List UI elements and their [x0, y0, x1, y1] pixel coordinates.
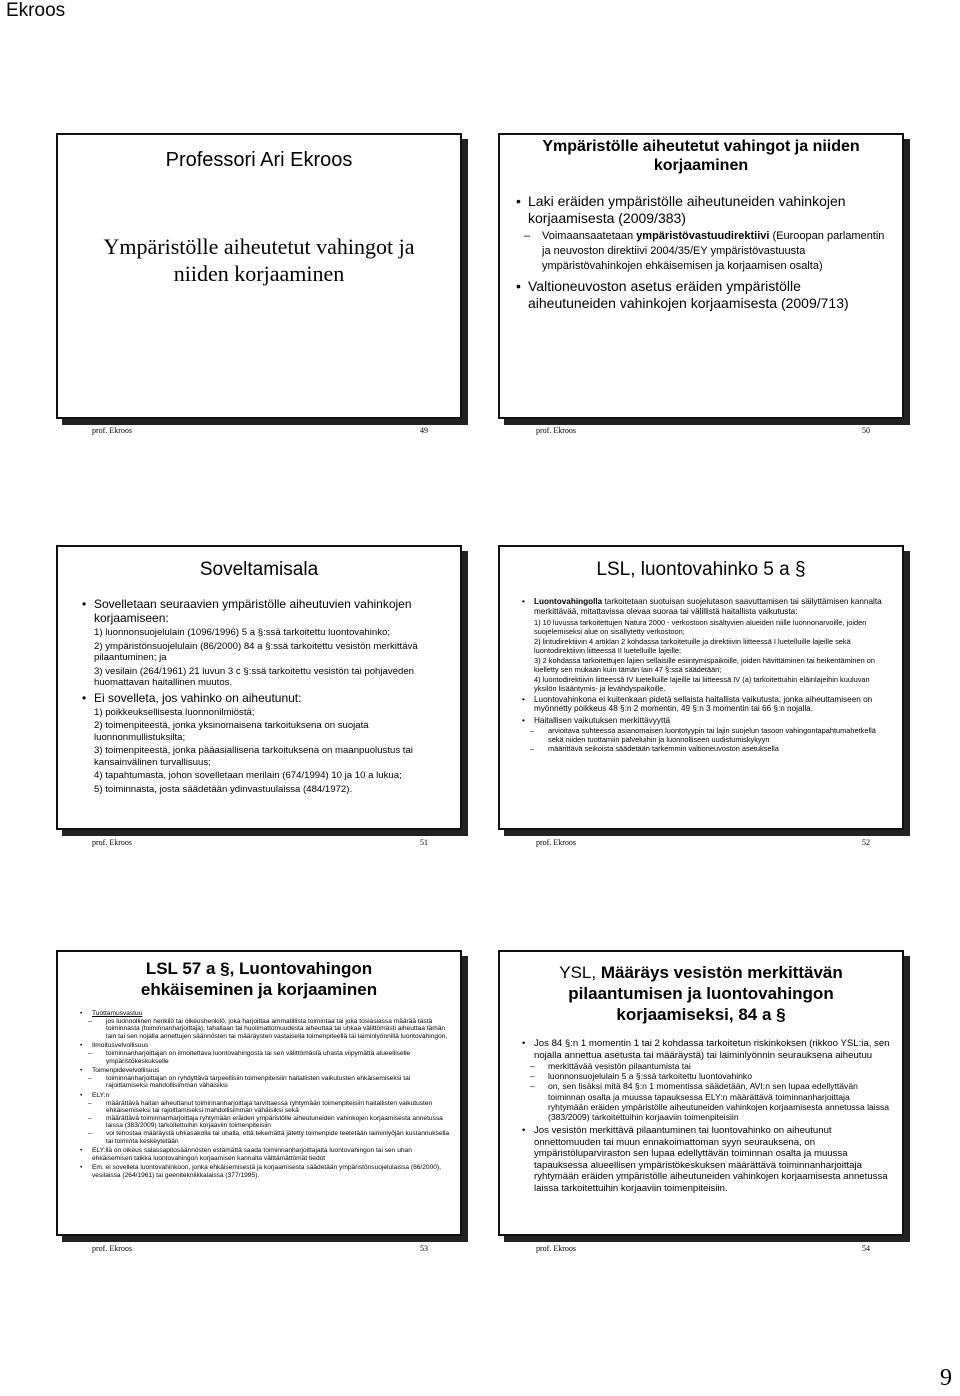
slide-51-item: 2) toimenpiteestä, jonka yksinomaisena tarkoituksena on suojata luonnonmullistuksilta; — [94, 720, 369, 743]
slide-51-item: 5) toiminnasta, josta säädetään ydinvastuulaissa (484/1972). — [94, 783, 353, 795]
slide-54-number: 54 — [862, 1244, 870, 1253]
slide-53-bullet: • ELY:llä on oikeus salassapitosäännösten estämättä saada toiminnanharjoittajalta luontovahingon tai sen uhan ehkäisemisen taikka luontovahingon korjaamisen kannalta välttämättömät tiedot — [80, 1147, 450, 1162]
slide-53-heading: • Toimenpidevelvollisuus — [80, 1067, 450, 1075]
slide-49 — [56, 133, 462, 419]
slide-51 — [56, 545, 462, 830]
slide-49-number: 49 — [420, 426, 428, 435]
slide-52-bullet: • Luontovahingolla tarkoitetaan suotuisan suojelutason saavuttamisen tai säilyttämisen kannalta merkittävää, mitattavissa olevaa suoraa tai välillistä haitallista vaikutusta: — [522, 597, 890, 617]
slide-53-sub: – määrättävä toiminnanharjoittaja ryhtymään eräiden ympäristölle aiheutuneiden vahinkojen korjaamisesta annetussa laissa (383/2009) tarkoitettuihin korjaaviin toimenpiteisiin — [80, 1115, 450, 1130]
slide-52-bullet: • Luontovahinkona ei kuitenkaan pidetä sellaista haitallista vaikutusta, jonka aiheuttamiseen on myönnetty poikkeus 48 §:n 2 momentin, 49 §:n 3 momentin tai 66 §:n nojalla. — [522, 695, 890, 715]
page-number: 9 — [940, 1365, 952, 1391]
slide-52-sub: 3) 2 kohdassa tarkoitettujen lajien sellaisille esiintymispaikoille, joiden hävittäminen tai heikentäminen on kielletty sen mukaan kuin tämän lain 47 §:ssä säädetään; — [534, 655, 875, 674]
slide-49-name: Professori Ari Ekroos — [165, 149, 353, 171]
slide-49-title: Ympäristölle aiheutetut vahingot ja niiden korjaaminen — [103, 234, 415, 286]
slide-53-sub: – voi tehostaa määräystä uhkasakolla tai uhalla, että tekemättä jätetty toimenpide teetetään laiminlyöjän kustannuksella tai toiminta keskeytetään — [80, 1130, 450, 1145]
slide-52-dash: – arvioitava suhteessa asianomaisen luontotyypin tai lajin suojelun tasoon vahingontapahtumahetkellä sekä niiden tuottamiin palveluihin ja luonnolliseen uudistumiskykyyn — [522, 726, 890, 744]
slide-54-sub: – merkittävää vesistön pilaantumista tai — [522, 1061, 890, 1071]
slide-52-sub: 4) luontodirektiivin liitteessä IV luetelluille lajeille tai liitteessä IV (a) tarkoitettuihin eläinlajeihin kuuluvan yksilön lisääntymis- ja levähdyspaikoille. — [534, 674, 870, 693]
slide-51-title: Soveltamisala — [199, 559, 319, 580]
slide-53-bullet: • Em. ei sovelleta luontovahinkoon, jonka ehkäisemisestä ja korjaamisesta säädetään ympäristönsuojelulaissa (86/2000), vesilaissa (264/1961) tai geenitekniikkalaissa (377/1995). — [80, 1164, 450, 1179]
slide-53-heading: • Tuottamusvastuu — [80, 1010, 450, 1018]
slide-53-heading: • ELY:n — [80, 1092, 450, 1100]
slide-52-number: 52 — [862, 838, 870, 847]
page-header: Ekroos — [6, 0, 66, 21]
slide-52-sub: 1) 10 luvussa tarkoitettujen Natura 2000 - verkostoon sisältyvien alueiden niille luonnonarvoille, joiden suojelemiseksi alue on sisällytetty verkostoon; — [534, 617, 867, 636]
slide-49-footer: prof. Ekroos — [92, 426, 132, 435]
slide-54-bullet: • Jos 84 §:n 1 momentin 1 tai 2 kohdassa tarkoitetun riskinkoksen (rikkoo YSL:ia, sen nojalla annettua asetusta tai määräystä) tai laiminlyönnin seurauksena aiheutuu — [522, 1038, 890, 1061]
slide-52-title: LSL, luontovahinko 5 a § — [596, 559, 806, 580]
slide-52-subs — [522, 618, 890, 693]
slide-54-sub: – on, sen lisäksi mitä 84 §:n 1 momentissa säädetään, AVI:n sen lupaa edellyttävän toiminnan osalta ja muussa tapauksessa ELY:n määrättävä toiminnanharjoittaja ryhtymään eräiden ympäristölle aiheutuneiden vahinkojen korjaamisesta annetussa laissa (383/2009) tarkoitettuihin korjaaviin toimenpiteisiin — [522, 1081, 890, 1122]
slide-54-title: YSL, Määräys vesistön merkittävän pilaantumisen ja luontovahingon korjaamiseksi, 84 a § — [559, 963, 843, 1024]
slide-51-item: 4) tapahtumasta, johon sovelletaan merilain (674/1994) 10 ja 10 a lukua; — [94, 770, 402, 781]
slide-51-items — [82, 627, 452, 689]
slide-53-heading: • Ilmoitusvelvollisuus — [80, 1042, 450, 1050]
slide-50 — [498, 133, 904, 419]
slide-51-number: 51 — [420, 838, 428, 847]
slide-54 — [498, 950, 904, 1236]
slide-53-title: LSL 57 a §, Luontovahingon ehkäiseminen ja korjaaminen — [140, 959, 378, 999]
slide-53 — [56, 950, 462, 1236]
slide-51-item: 3) toimenpiteestä, jonka pääasiallisena tarkoituksena on maanpuolustus tai kansainvälinen turvallisuus; — [94, 745, 413, 768]
slide-51-items — [82, 707, 452, 796]
slide-51-bullet: • Sovelletaan seuraavien ympäristölle aiheutuvien vahinkojen korjaamiseen: — [82, 597, 452, 625]
slide-50-bullet: • Valtioneuvoston asetus eräiden ympäristölle aiheutuneiden vahinkojen korjaamisesta (2009/713) — [516, 278, 892, 312]
slide-50-bullet: • Laki eräiden ympäristölle aiheutuneiden vahinkojen korjaamisesta (2009/383) — [516, 193, 892, 227]
slide-53-sub: – määrättävä haitan aiheuttanut toiminnanharjoittaja tarvittaessa ryhtymään toimenpiteisiin haitallisten vaikutusten ehkäisemiseksi tai rajoittamiseksi mahdollisimman vähäisiksi sekä — [80, 1100, 450, 1115]
slide-51-item: 2) ympäristönsuojelulain (86/2000) 84 a §:ssä tarkoitettu vesistön merkittävä pilaantuminen; ja — [94, 640, 418, 663]
slide-54-sub: – luonnonsuojelulain 5 a §:ssä tarkoitettu luontovahinko — [522, 1071, 890, 1081]
slide-53-sub: – toiminnanharjoittajan on ryhdyttävä tarpeellisiin toimenpiteisiin haitallisten vaikutusten ehkäisemiseksi tai rajoittamiseksi mahdollisimman vähäisiksi — [80, 1075, 450, 1090]
slide-50-subbullet: – Voimaansaatetaan ympäristövastuudirektiivi (Euroopan parlamentin ja neuvoston direktiivi 2004/35/EY ympäristövastuusta ympäristövahinkojen ehkäisemisen ja korjaamisen osalta) — [516, 229, 892, 274]
slide-52-dash: – määrittävä seikoista säädetään tarkemmin valtioneuvoston asetuksella — [522, 744, 890, 753]
slide-54-bullet: • Jos vesistön merkittävä pilaantuminen tai luontovahinko on aiheutunut onnettomuuden tai muun ennakoimattoman syyn seurauksena, on ympäristöluparviraston sen lupaa edellyttävän toiminnan osalta ja muussa tapauksessa alueellisen ympäristökeskuksen määrättävä toiminnanharjoittaja ryhtymään eräiden ympäristölle aiheutuneiden vahinkojen korjaamisesta annetussa laissa tarkoitettuihin korjaaviin toimenpiteisiin. — [522, 1125, 890, 1194]
slide-53-sub: – toiminnanharjoittajan on ilmoitettava luontovahingosta tai sen välittömästä uhasta viipymättä alueelliselle ympäristökeskukselle — [80, 1050, 450, 1065]
slide-52 — [498, 545, 904, 830]
slide-51-footer: prof. Ekroos — [92, 838, 132, 847]
slide-53-number: 53 — [420, 1244, 428, 1253]
slide-50-title: Ympäristölle aiheutetut vahingot ja niiden korjaaminen — [542, 138, 860, 174]
slide-50-footer: prof. Ekroos — [536, 426, 576, 435]
slide-51-item: 1) luonnonsuojelulain (1096/1996) 5 a §:ssä tarkoitettu luontovahinko; — [94, 627, 391, 638]
slide-53-sub: – jos luonnollinen henkilö tai oikeushenkilö, joka harjoittaa ammatillista toimintaa tai joka tosiasiassa määrää tästä toiminnasta (toiminnanharjoittaja), tahallaan tai huolimattomuudesta aiheuttaa tai uhkaa välittömästi aiheuttaa tämän lain tai sen nojalla annettujen säännösten tai määräysten vastaisella toimenpiteellä tai laiminlyönnillä luontovahingon, — [80, 1018, 450, 1041]
slide-54-footer: prof. Ekroos — [536, 1244, 576, 1253]
slide-50-number: 50 — [862, 426, 870, 435]
slide-52-sub: 2) lintudirektiivin 4 artiklan 2 kohdassa tarkoitetuille ja direktiivin liitteessä I luetelluille lajeille sekä luontodirektiivin liitteessä II luetelluille lajeille; — [534, 636, 851, 655]
slide-52-footer: prof. Ekroos — [536, 838, 576, 847]
slide-53-footer: prof. Ekroos — [92, 1244, 132, 1253]
slide-52-bullet: • Haitallisen vaikutuksen merkittävyyttä — [522, 716, 890, 726]
slide-51-item: 1) poikkeuksellisesta luonnonilmiöstä; — [94, 706, 255, 718]
slide-51-item: 3) vesilain (264/1961) 21 luvun 3 c §:ssä tarkoitettu vesistön tai pohjaveden huomattavan haitallinen muutos. — [94, 665, 414, 688]
slide-51-bullet: • Ei sovelleta, jos vahinko on aiheutunut: — [82, 691, 452, 705]
